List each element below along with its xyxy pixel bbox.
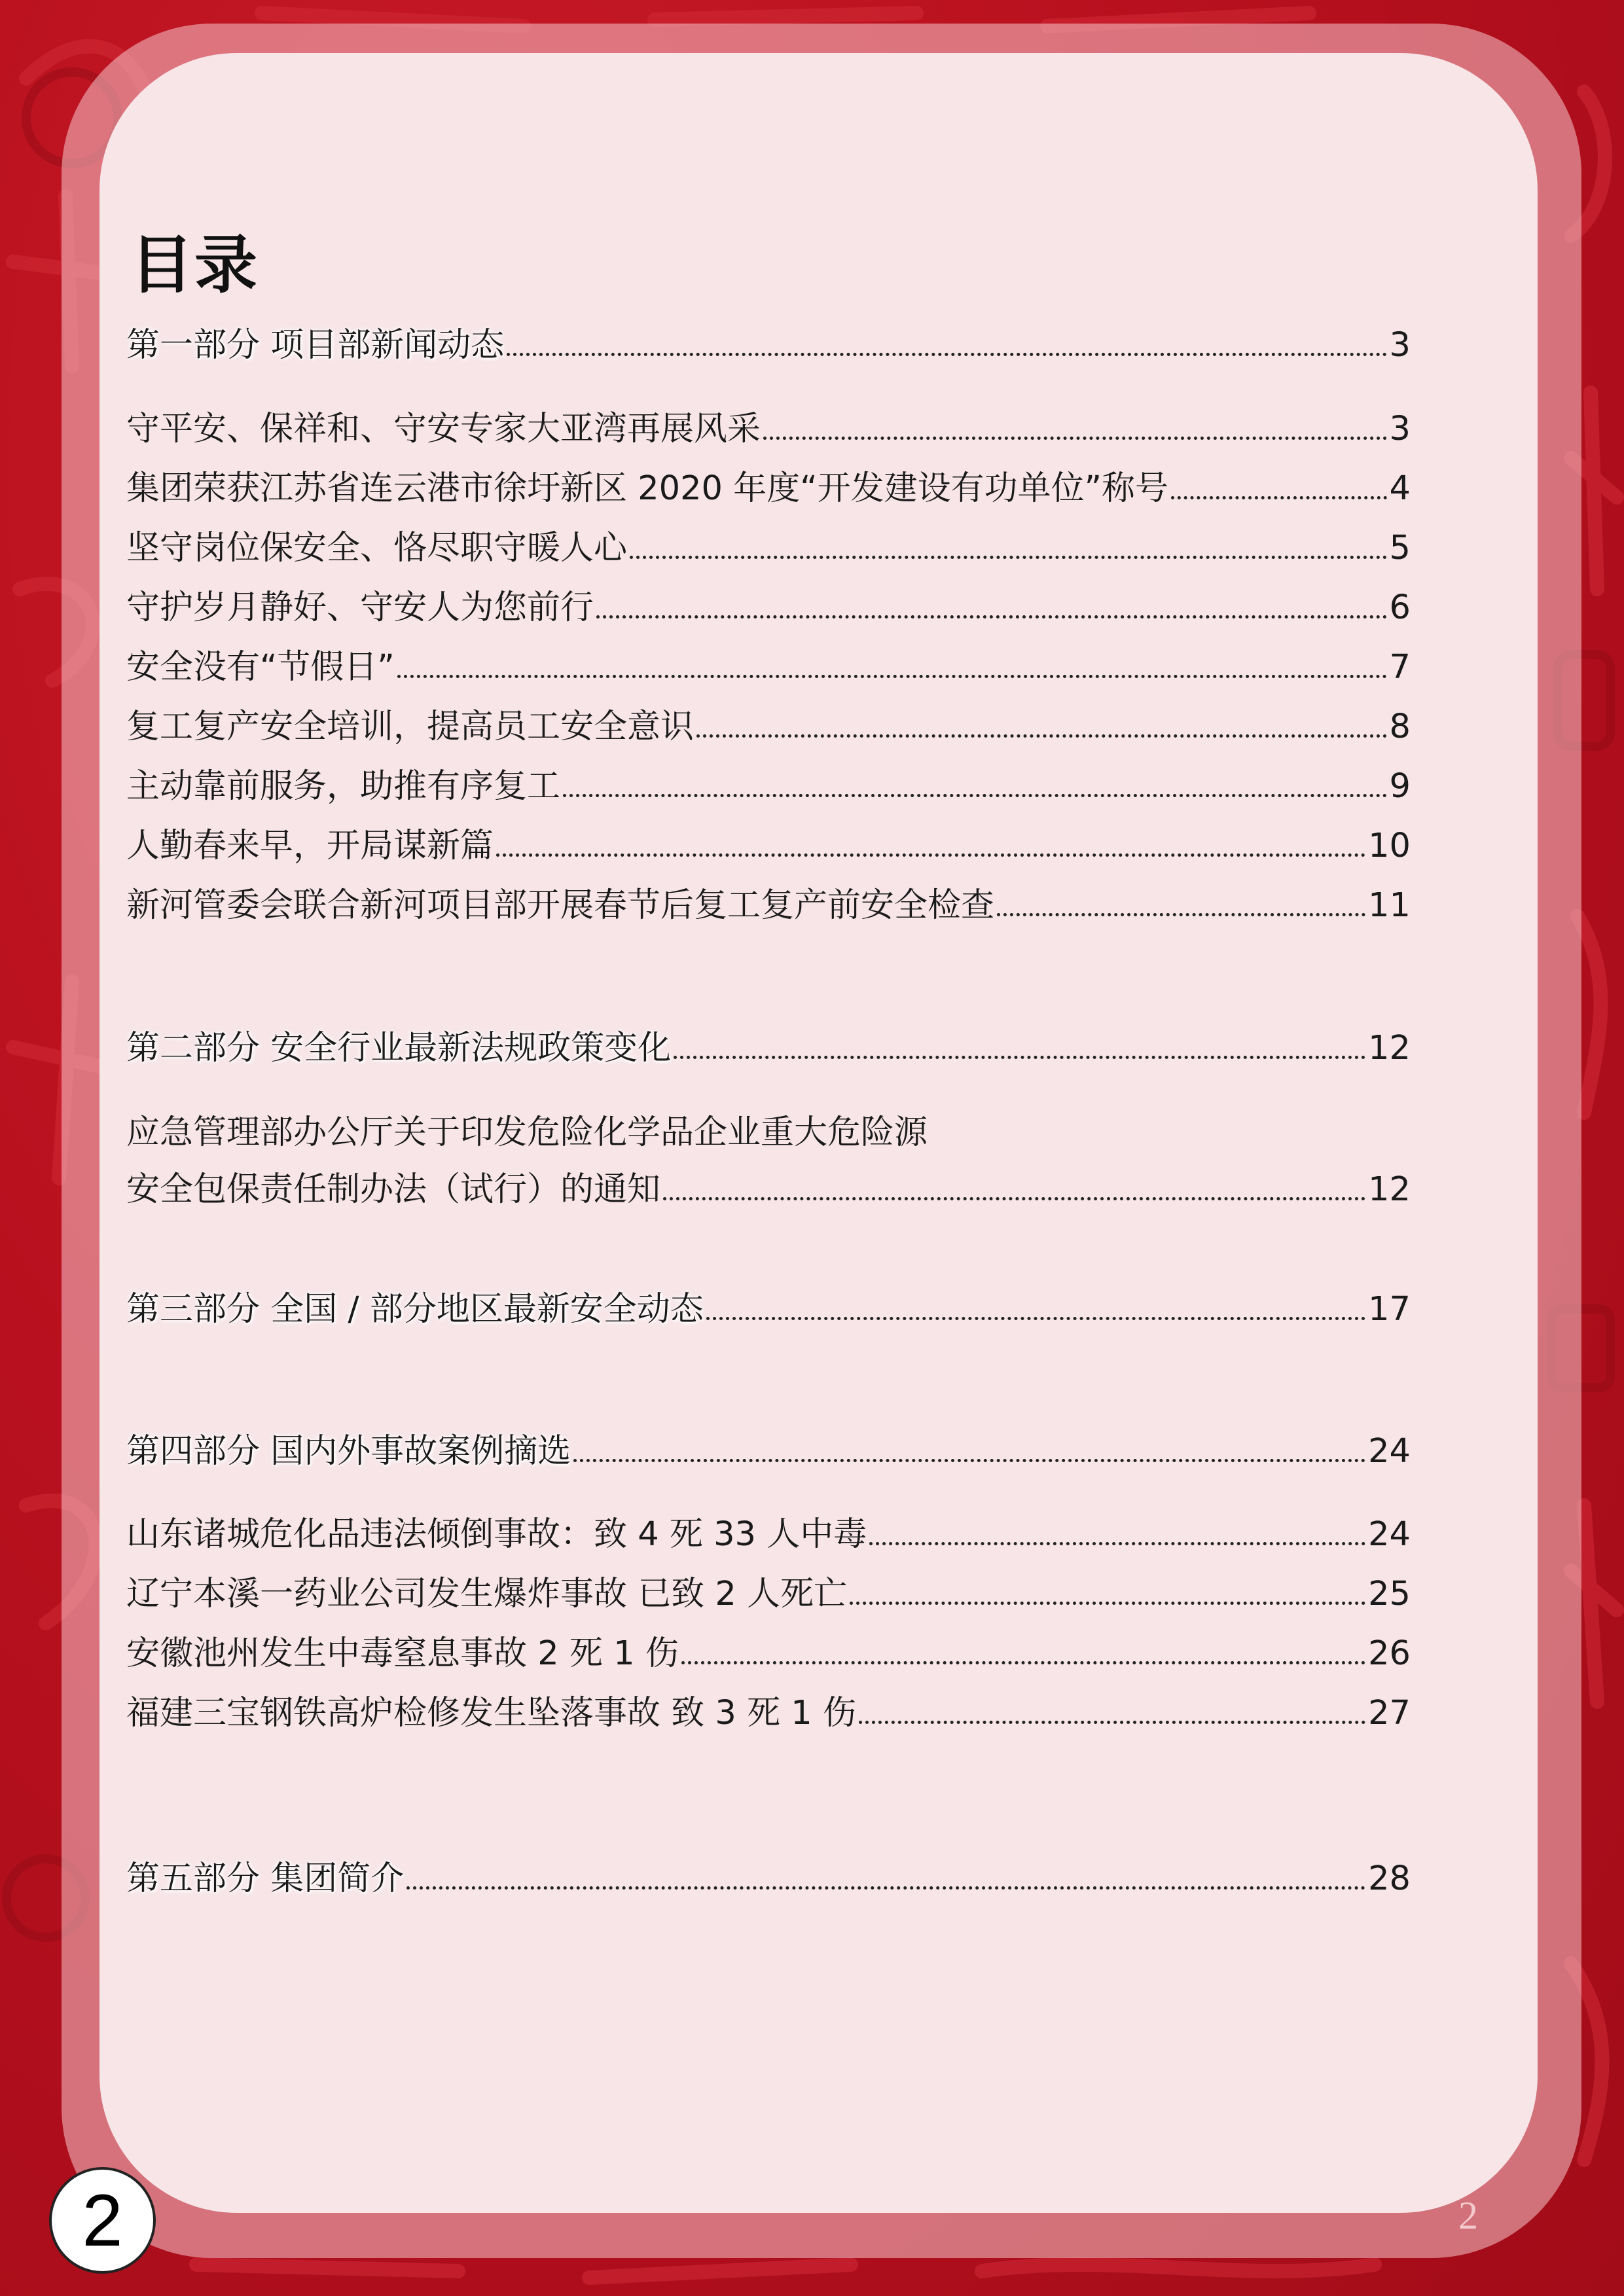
toc-entry[interactable] xyxy=(126,1162,1411,1209)
toc-entry[interactable] xyxy=(126,639,1411,687)
toc-entry-text: 山东诸城危化品违法倾倒事故：致 4 死 33 人中毒 xyxy=(126,1515,867,1554)
toc-entry[interactable] xyxy=(126,580,1411,627)
toc-entry-text: 安全没有“节假日” xyxy=(126,648,395,687)
toc-entry-text: 人勤春来早，开局谋新篇 xyxy=(126,827,494,865)
toc-page-number: 27 xyxy=(1368,1694,1411,1732)
toc-entry-text: 安徽池州发生中毒窒息事故 2 死 1 伤 xyxy=(126,1634,679,1673)
dot-leader xyxy=(630,556,1387,559)
toc-entry[interactable] xyxy=(126,1685,1411,1732)
toc-entry-text: 第三部分 全国 / 部分地区最新安全动态 xyxy=(126,1290,704,1329)
toc-entry[interactable] xyxy=(126,401,1411,448)
toc-entry[interactable] xyxy=(126,759,1411,806)
dot-leader xyxy=(997,913,1365,916)
toc-page-number: 24 xyxy=(1368,1515,1411,1554)
dot-leader xyxy=(859,1721,1365,1724)
toc-entry[interactable] xyxy=(126,878,1411,925)
toc-page-number: 26 xyxy=(1368,1634,1411,1673)
toc-entry-text: 新河管委会联合新河项目部开展春节后复工复产前安全检查 xyxy=(126,886,995,925)
toc-entry-first-line[interactable]: 应急管理部办公厅关于印发危险化学品企业重大危险源 xyxy=(126,1113,928,1152)
toc-title: 目录 xyxy=(130,228,259,302)
dot-leader xyxy=(1171,496,1386,499)
toc-entry-text: 第四部分 国内外事故案例摘选 xyxy=(126,1432,571,1471)
toc-entry[interactable] xyxy=(126,1626,1411,1673)
page-number-badge: 2 xyxy=(49,2167,156,2274)
toc-entry-text: 第二部分 安全行业最新法规政策变化 xyxy=(126,1029,672,1067)
toc-entry-text: 复工复产安全培训，提高员工安全意识 xyxy=(126,708,695,746)
toc-page-number: 17 xyxy=(1368,1290,1411,1329)
dot-leader xyxy=(563,794,1387,797)
toc-page-number: 8 xyxy=(1389,708,1411,746)
toc-page-number: 6 xyxy=(1389,588,1411,627)
dot-leader xyxy=(706,1317,1365,1320)
dot-leader xyxy=(869,1542,1365,1545)
toc-page-number: 10 xyxy=(1368,827,1411,865)
dot-leader xyxy=(507,353,1386,356)
dot-leader xyxy=(674,1056,1365,1059)
toc-page-number: 4 xyxy=(1389,469,1411,508)
toc-page-number: 12 xyxy=(1368,1029,1411,1067)
dot-leader xyxy=(496,853,1365,857)
toc-section-5[interactable] xyxy=(126,1851,1411,1898)
toc-entry-text: 坚守岗位保安全、恪尽职守暖人心 xyxy=(126,529,628,567)
toc-section-1[interactable] xyxy=(126,317,1411,365)
page-footer-number: 2 xyxy=(1458,2194,1478,2237)
dot-leader xyxy=(850,1602,1365,1605)
dot-leader xyxy=(681,1661,1365,1664)
toc-page-number: 12 xyxy=(1368,1170,1411,1209)
toc-entry[interactable] xyxy=(126,1507,1411,1554)
toc-entry-text: 辽宁本溪一药业公司发生爆炸事故 已致 2 人死亡 xyxy=(126,1575,848,1613)
toc-page-number: 9 xyxy=(1389,767,1411,806)
dot-leader xyxy=(663,1197,1365,1200)
toc-page-number: 3 xyxy=(1389,410,1411,448)
toc-section-4[interactable] xyxy=(126,1424,1411,1471)
toc-entry-text: 主动靠前服务，助推有序复工 xyxy=(126,767,561,806)
toc-page-number: 3 xyxy=(1389,326,1411,365)
toc-page-number: 25 xyxy=(1368,1575,1411,1613)
toc-page-number: 7 xyxy=(1389,648,1411,687)
toc-section-3[interactable] xyxy=(126,1282,1411,1329)
toc-entry-text: 安全包保责任制办法（试行）的通知 xyxy=(126,1170,661,1209)
dot-leader xyxy=(596,615,1387,619)
dot-leader xyxy=(397,675,1387,678)
toc-entry-text: 集团荣获江苏省连云港市徐圩新区 2020 年度“开发建设有功单位”称号 xyxy=(126,469,1169,508)
toc-entry-text: 第一部分 项目部新闻动态 xyxy=(126,326,505,365)
toc-entry-text: 守平安、保祥和、守安专家大亚湾再展风采 xyxy=(126,410,761,448)
dot-leader xyxy=(406,1886,1365,1890)
toc-entry[interactable] xyxy=(126,1566,1411,1613)
dot-leader xyxy=(573,1459,1365,1462)
toc-entry[interactable] xyxy=(126,818,1411,865)
toc-entry-text: 守护岁月静好、守安人为您前行 xyxy=(126,588,594,627)
toc-entry-text: 福建三宝钢铁高炉检修发生坠落事故 致 3 死 1 伤 xyxy=(126,1694,856,1732)
toc-page-number: 28 xyxy=(1368,1859,1411,1898)
toc-page-number: 5 xyxy=(1389,529,1411,567)
toc-entry-text: 第五部分 集团简介 xyxy=(126,1859,405,1898)
toc-entry[interactable] xyxy=(126,520,1411,567)
toc-entry[interactable] xyxy=(126,699,1411,746)
toc-entry[interactable] xyxy=(126,461,1411,508)
dot-leader xyxy=(696,734,1387,738)
toc-page-number: 11 xyxy=(1368,886,1411,925)
toc-page-number: 24 xyxy=(1368,1432,1411,1471)
dot-leader xyxy=(763,437,1387,440)
toc-section-2[interactable] xyxy=(126,1020,1411,1067)
